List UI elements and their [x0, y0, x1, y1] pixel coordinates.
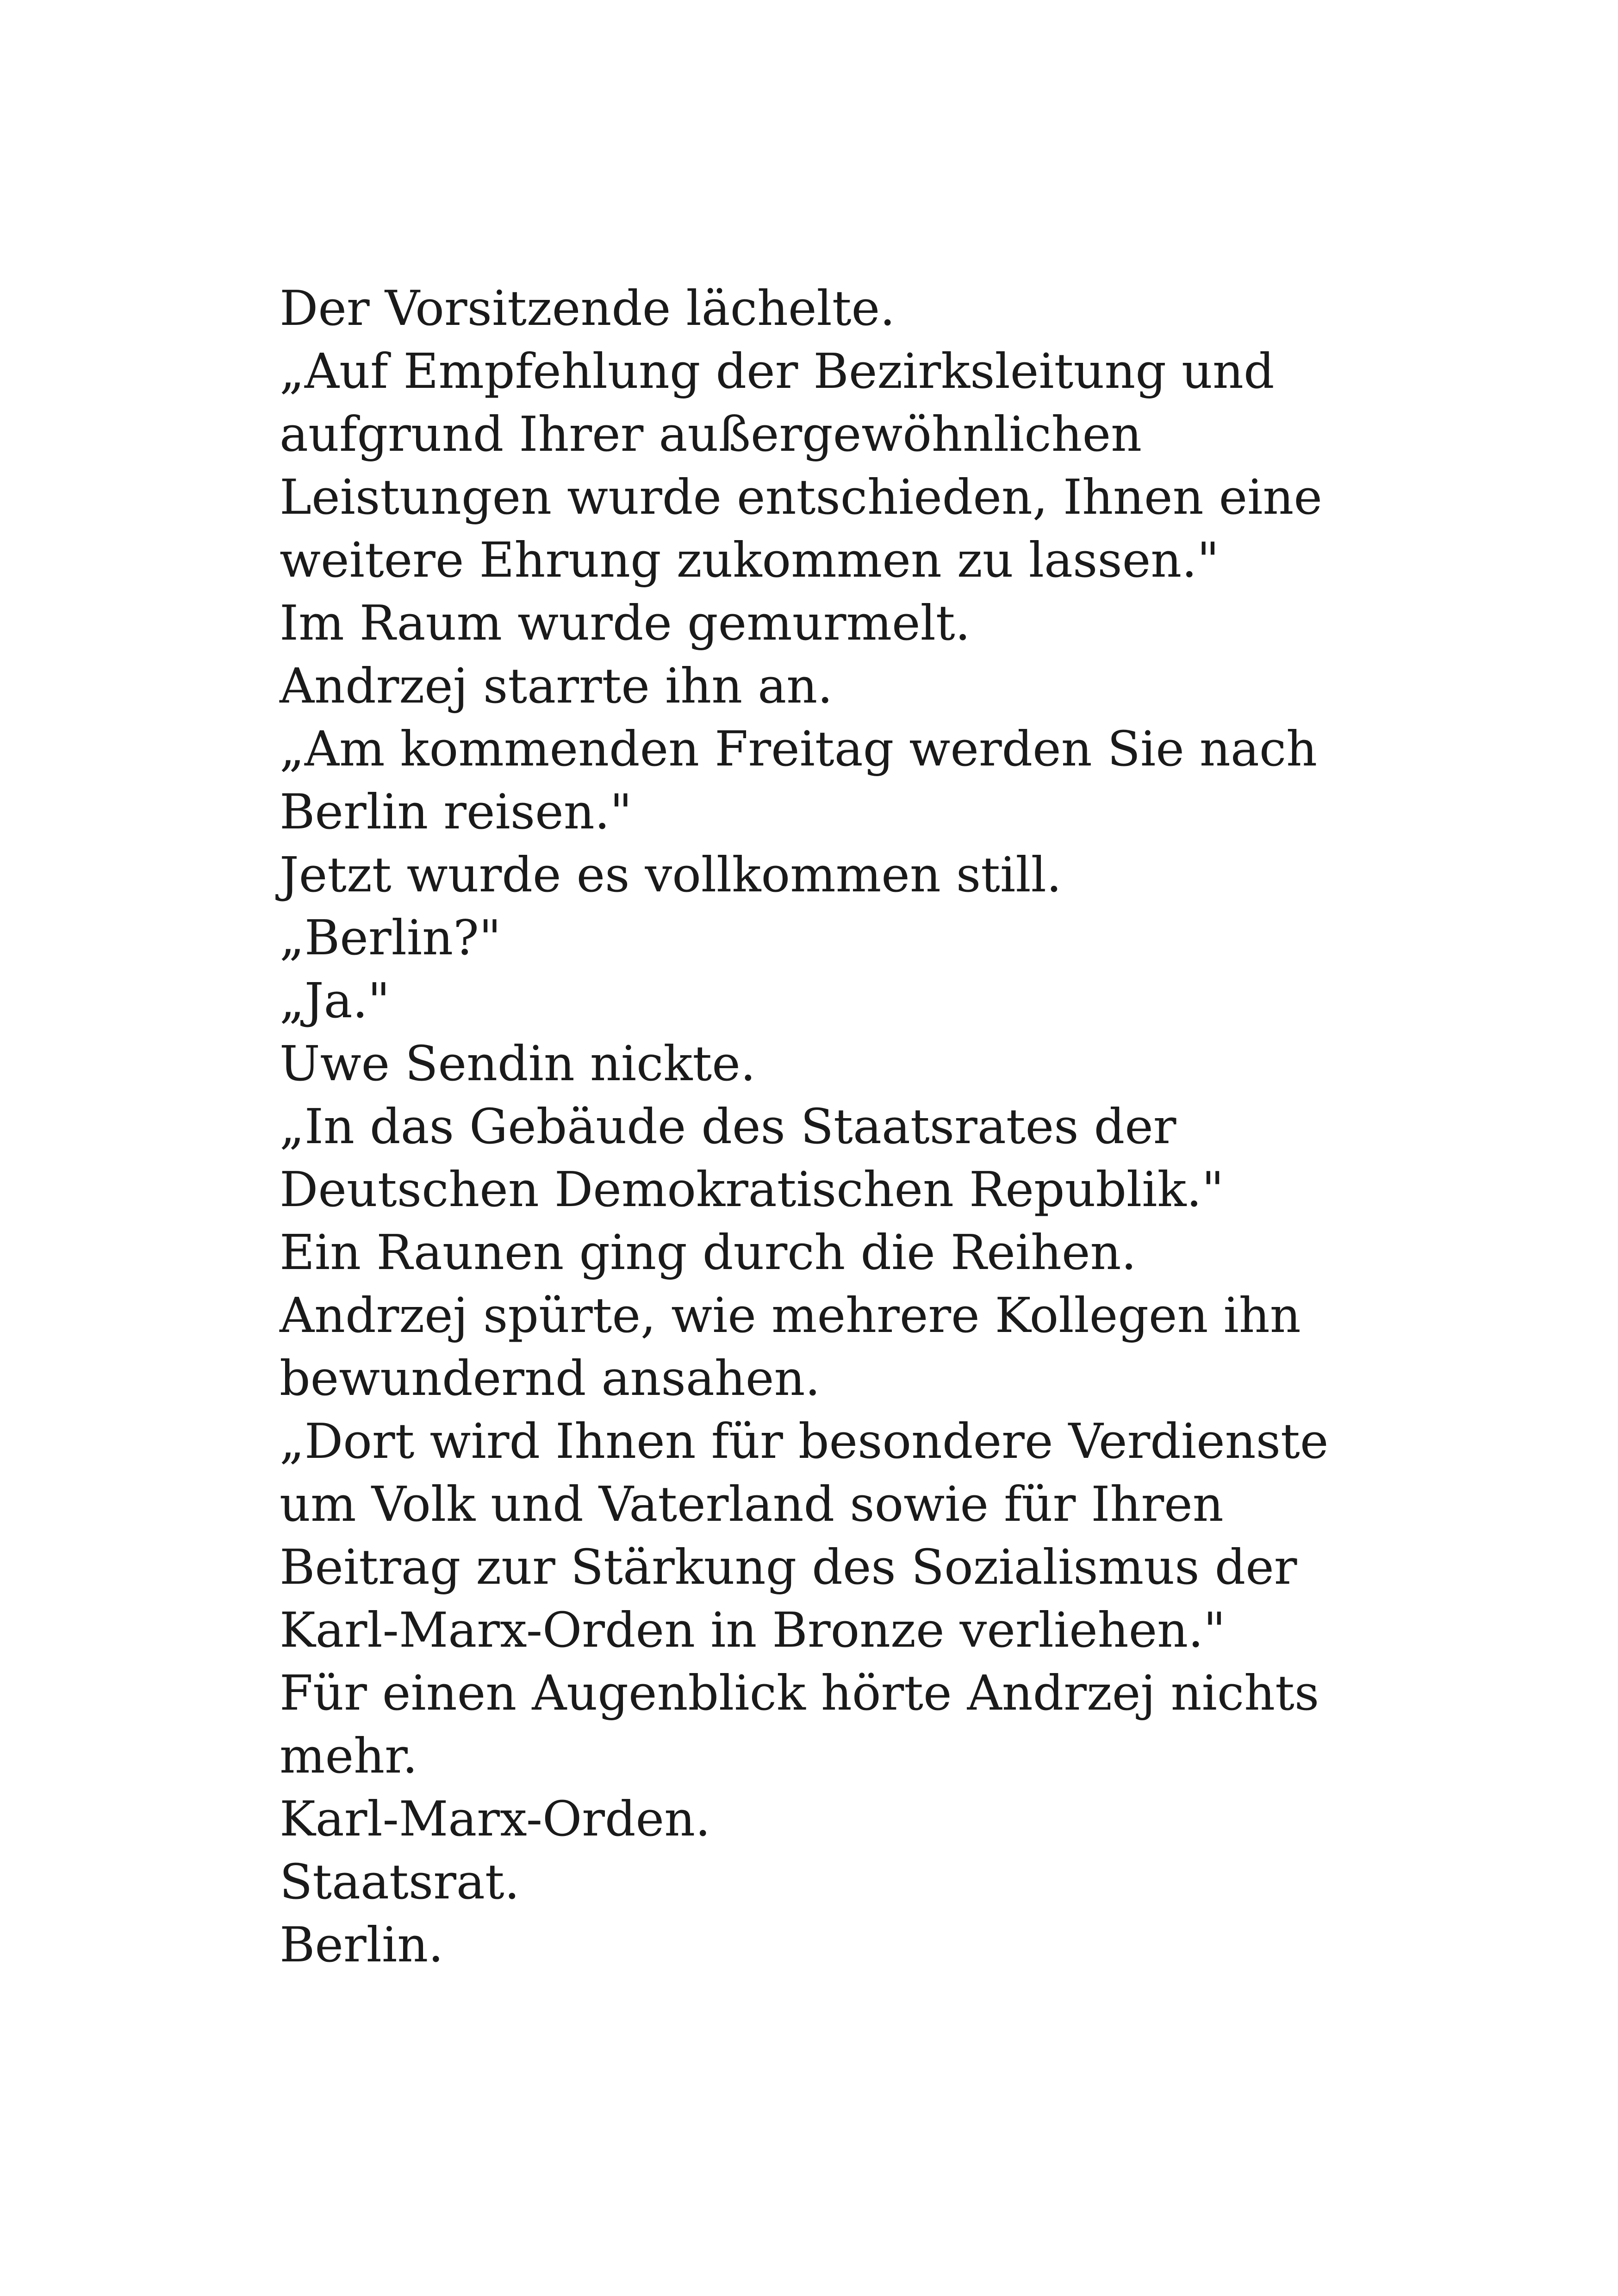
- text-line: Deutschen Demokratischen Republik.": [280, 1161, 1224, 1218]
- text-line: „Dort wird Ihnen für besondere Verdienste: [280, 1413, 1329, 1469]
- text-line: Andrzej spürte, wie mehrere Kollegen ihn: [280, 1287, 1301, 1344]
- text-line: Leistungen wurde entschieden, Ihnen eine: [280, 469, 1322, 525]
- text-line: um Volk und Vaterland sowie für Ihren: [280, 1476, 1224, 1532]
- text-line: Beitrag zur Stärkung des Sozialismus der: [280, 1539, 1297, 1595]
- text-line: Berlin.: [280, 1916, 444, 1973]
- text-line: Jetzt wurde es vollkommen still.: [280, 846, 1062, 903]
- text-line: Karl-Marx-Orden.: [280, 1791, 711, 1847]
- text-line: Berlin reisen.": [280, 784, 632, 840]
- text-line: „Auf Empfehlung der Bezirksleitung und: [280, 343, 1275, 399]
- text-line: Der Vorsitzende lächelte.: [280, 280, 896, 336]
- text-line: „In das Gebäude des Staatsrates der: [280, 1098, 1176, 1155]
- text-line: Karl-Marx-Orden in Bronze verliehen.": [280, 1602, 1226, 1658]
- text-line: Uwe Sendin nickte.: [280, 1035, 756, 1092]
- text-line: „Ja.": [280, 972, 390, 1029]
- text-line: weitere Ehrung zukommen zu lassen.": [280, 532, 1220, 588]
- text-line: Staatsrat.: [280, 1854, 520, 1910]
- text-line: Ein Raunen ging durch die Reihen.: [280, 1224, 1137, 1281]
- body-text: [280, 277, 1344, 1976]
- text-line: bewundernd ansahen.: [280, 1350, 821, 1406]
- text-line: Im Raum wurde gemurmelt.: [280, 595, 971, 651]
- text-line: mehr.: [280, 1728, 418, 1784]
- text-line: aufgrund Ihrer außergewöhnlichen: [280, 406, 1142, 462]
- text-line: Andrzej starrte ihn an.: [280, 658, 833, 714]
- text-line: „Berlin?": [280, 909, 501, 966]
- text-line: Für einen Augenblick hörte Andrzej nichts: [280, 1665, 1319, 1721]
- text-line: „Am kommenden Freitag werden Sie nach: [280, 721, 1318, 777]
